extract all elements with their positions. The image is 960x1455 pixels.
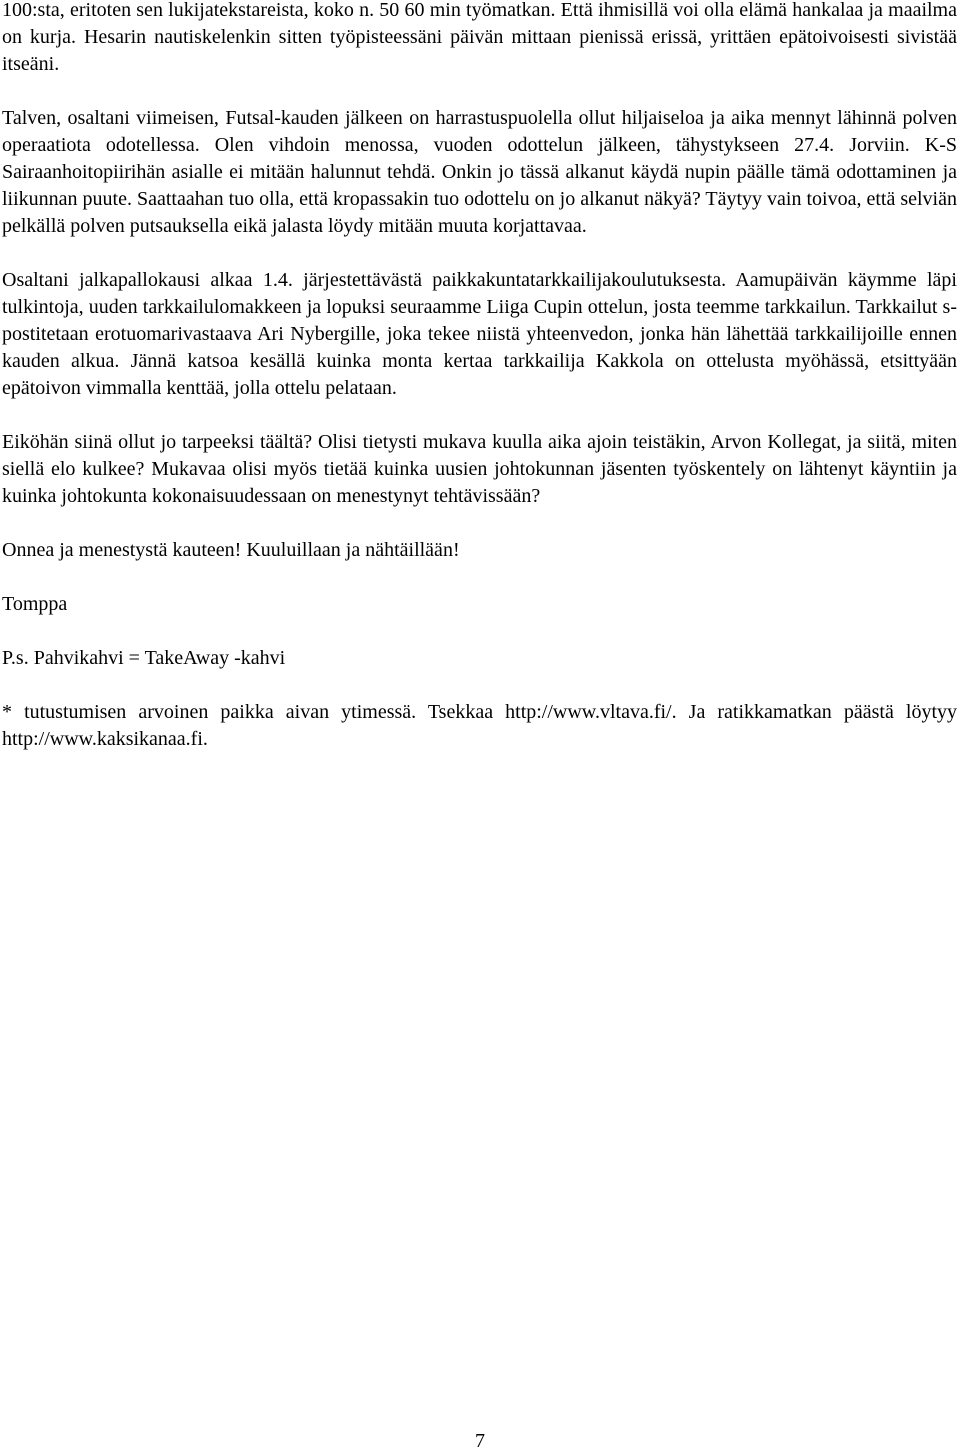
document-body bbox=[2, 0, 957, 780]
signature: Tomppa bbox=[2, 593, 68, 615]
paragraph-colleagues: Eiköhän siinä ollut jo tarpeeksi täältä? Olisi tietysti mukava kuulla aika ajoin teistäkin, Arvon Kollegat, ja siitä, miten siellä elo kulkee? Mukavaa olisi myös tietää kuinka uusien johtokunnan jäsenten työskentely on lähtenyt käyntiin ja kuinka johtokunta kokonaisuudessaan on menestynyt tehtävissään? bbox=[2, 431, 957, 507]
page-number: 7 bbox=[475, 1430, 485, 1452]
paragraph-wishes: Onnea ja menestystä kauteen! Kuuluillaan ja nähtäillään! bbox=[2, 539, 460, 561]
paragraph-football-season: Osaltani jalkapallokausi alkaa 1.4. järjestettävästä paikkakuntatarkkailijakoulutuksesta. Aamupäivän käymme läpi tulkintoja, uuden tarkkailulomakkeen ja lopuksi seuraamme Liiga Cupin ottelun, josta teemme tarkkailun. Tarkkailut s-postitetaan erotuomarivastaava Ari Nybergille, joka tekee niistä yhteenvedon, jonka hän lähettää tarkkailijoille ennen kauden alkua. Jännä katsoa kesällä kuinka monta kertaa tarkkailija Kakkola on ottelusta myöhässä, etsittyään epätoivon vimmalla kenttää, jolla ottelu pelataan. bbox=[2, 269, 957, 399]
footnote: * tutustumisen arvoinen paikka aivan ytimessä. Tsekkaa http://www.vltava.fi/. Ja ratikkamatkan päästä löytyy http://www.kaksikanaa.fi. bbox=[2, 701, 957, 750]
postscript: P.s. Pahvikahvi = TakeAway -kahvi bbox=[2, 647, 286, 669]
paragraph-commute: 100:sta, eritoten sen lukijatekstareista, koko n. 50 60 min työmatkan. Että ihmisillä voi olla elämä hankalaa ja maailma on kurja. Hesarin nautiskelenkin sitten työpisteessäni päivän mittaan pienissä erissä, yrittäen epätoivoisesti sivistää itseäni. bbox=[2, 0, 957, 75]
paragraph-futsal-knee: Talven, osaltani viimeisen, Futsal-kauden jälkeen on harrastuspuolella ollut hiljaiseloa ja aika mennyt lähinnä polven operaatiota odotellessa. Olen vihdoin menossa, vuoden odottelun jälkeen, tähystykseen 27.4. Jorviin. K-S Sairaanhoitopiirihän asialle ei mitään halunnut tehdä. Onkin jo tässä alkanut käydä nupin päälle tämä odottaminen ja liikunnan puute. Saattaahan tuo olla, että kropassakin tuo odottelu on jo alkanut näkyä? Täytyy vain toivoa, että selviän pelkällä polven putsauksella eikä jalasta löydy mitään muuta korjattavaa. bbox=[2, 107, 957, 237]
